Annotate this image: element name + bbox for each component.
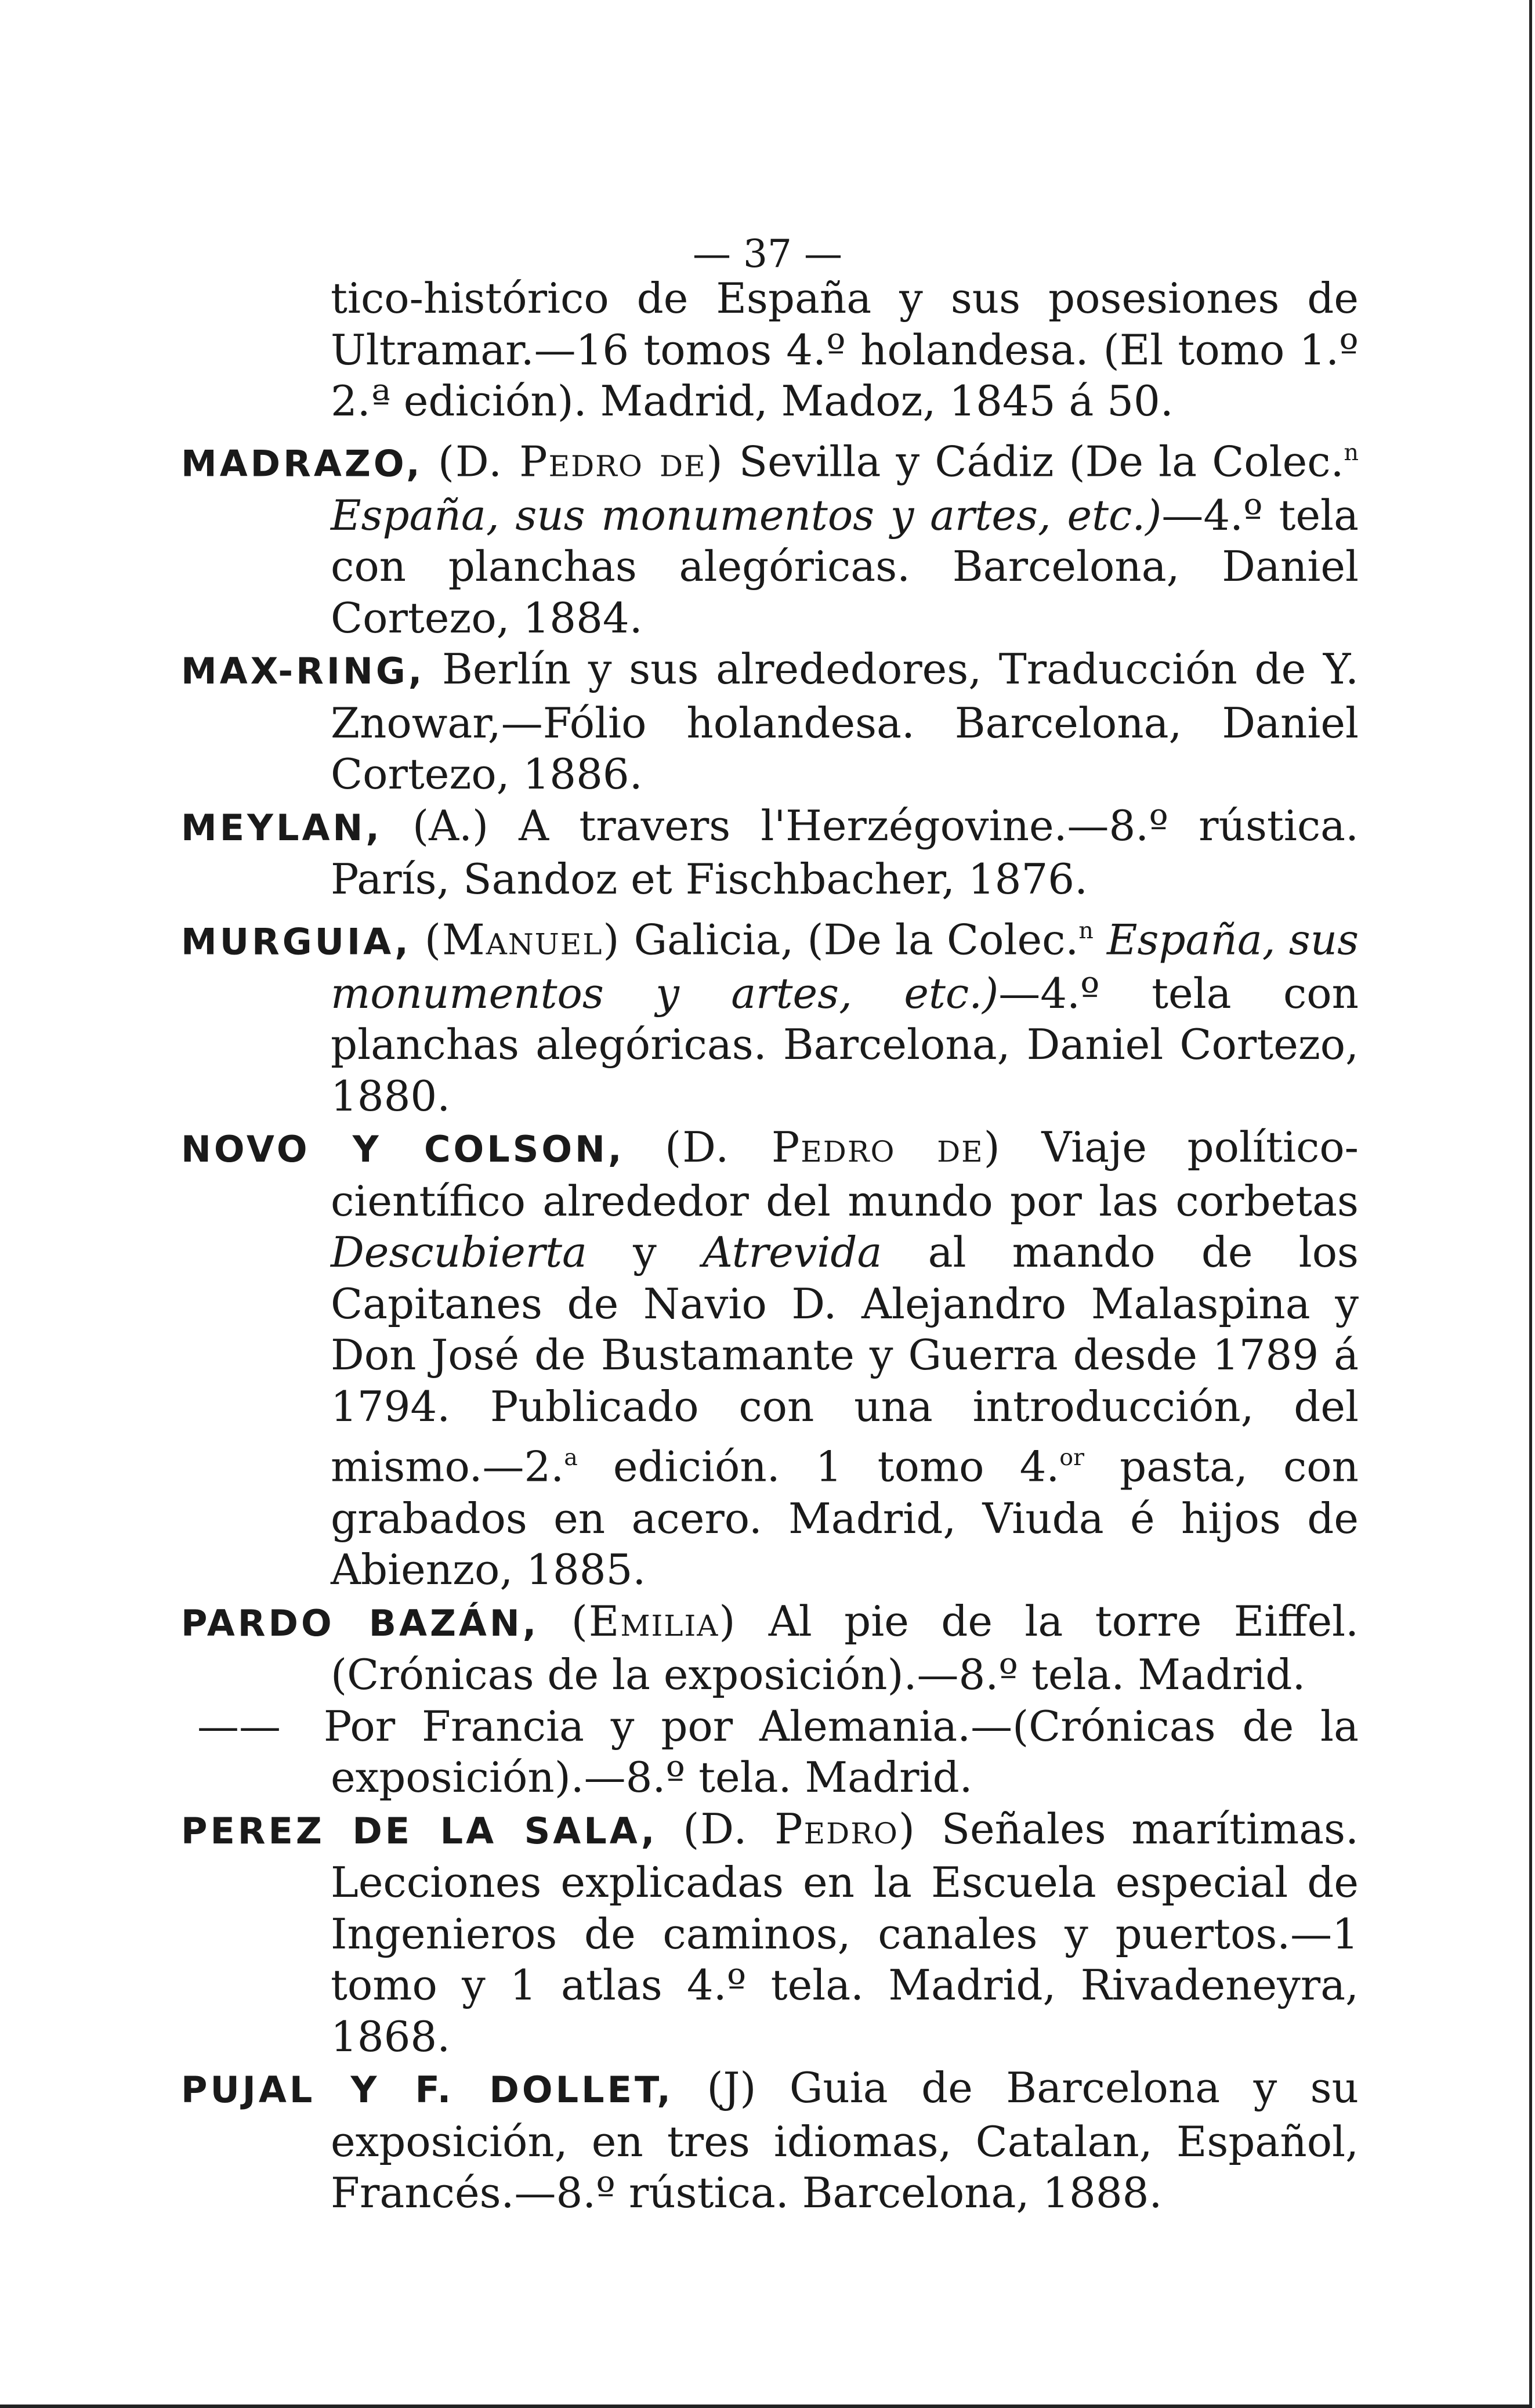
entry-author: (Emilia) <box>571 1596 737 1646</box>
entry-text: Viaje político-científico alrededor del mundo por las corbetas <box>331 1123 1359 1225</box>
entry-heading: NOVO Y COLSON, <box>181 1128 625 1171</box>
entry-pardo-bazan <box>181 1596 1359 1701</box>
entry-text-end: pasta, con grabados en acero. Madrid, Viuda é hijos de Abienzo, 1885. <box>331 1442 1359 1595</box>
entry-heading: PEREZ DE LA SALA, <box>181 1809 658 1852</box>
entry-text: Galicia, (De la Colec. <box>633 915 1079 964</box>
entry-author: (Manuel) <box>424 915 621 964</box>
entry-text: Sevilla y Cádiz (De la Colec. <box>738 437 1344 486</box>
entry-superscript-2: or <box>1059 1444 1085 1471</box>
entry-text-end: —4.º tela con planchas alegóricas. Barcelona, Daniel Cortezo, 1880. <box>331 968 1359 1120</box>
entry-superscript: n <box>1078 917 1094 944</box>
entry-italic-ship-1: Descubierta <box>331 1228 587 1277</box>
entry-text: Por Francia y por Alemania.—(Crónicas de la exposición).—8.º tela. Madrid. <box>323 1701 1359 1802</box>
entry-author: (D. Pedro de) <box>437 437 724 486</box>
entry-perez-de-la-sala <box>181 1803 1359 2063</box>
entry-text: (A.) A travers l'Herzégovine.—8.º rústica. París, Sandoz et Fischbacher, 1876. <box>331 801 1359 904</box>
entry-madrazo <box>181 427 1359 644</box>
entry-text: tico-histórico de España y sus posesiones de Ultramar.—16 tomos 4.º holandesa. (El tomo 1.º 2.ª edición). Madrid, Madoz, 1845 á 50. <box>331 274 1359 425</box>
entry-author: (D. Pedro de) <box>665 1123 1001 1172</box>
entry-dash: —— <box>197 1701 281 1751</box>
entry-author: (D. Pedro) <box>683 1804 916 1853</box>
entry-italic-ship-2: Atrevida <box>702 1228 882 1277</box>
entry-italic-title: España, sus monumentos y artes, etc.) <box>331 915 1359 1018</box>
entry-continuation <box>181 273 1359 427</box>
bibliography-text <box>181 273 1359 2219</box>
entry-meylan <box>181 800 1359 905</box>
entry-max-ring <box>181 643 1359 800</box>
entry-heading: MEYLAN, <box>181 806 382 849</box>
entry-text: Berlín y sus alrededores, Traducción de Y. Znowar,—Fólio holandesa. Barcelona, Daniel Cortezo, 1886. <box>331 645 1359 799</box>
entry-pujal <box>181 2062 1359 2219</box>
entry-superscript: n <box>1344 439 1359 466</box>
entry-heading: MURGUIA, <box>181 920 411 963</box>
entry-heading: PARDO BAZÁN, <box>181 1601 540 1644</box>
entry-text-end: —4.º tela con planchas alegóricas. Barcelona, Daniel Cortezo, 1884. <box>331 490 1359 642</box>
entry-novo-y-colson <box>181 1122 1359 1595</box>
entry-text: (J) Guia de Barcelona y su exposición, en tres idiomas, Catalan, Español, Francés.—8.º rústica. Barcelona, 1888. <box>331 2063 1359 2218</box>
entry-heading: MADRAZO, <box>181 442 423 485</box>
entry-text-2: al mando de los Capitanes de Navio D. Alejandro Malaspina y Don José de Bustamante y Guerra desde 1789 á 1794. Publicado con una introducción, del mismo.—2. <box>331 1228 1359 1492</box>
entry-murguia <box>181 905 1359 1122</box>
entry-text: Al pie de la torre Eiffel. (Crónicas de la exposición).—8.º tela. Madrid. <box>331 1596 1359 1700</box>
entry-text-mid: y <box>633 1228 657 1277</box>
entry-italic-title: España, sus monumentos y artes, etc.) <box>331 490 1162 540</box>
entry-heading: MAX-RING, <box>181 650 425 693</box>
entry-pardo-bazan-2 <box>181 1701 1359 1803</box>
entry-text: Señales marítimas. Lecciones explicadas en la Escuela especial de Ingenieros de caminos, canales y puertos.—1 tomo y 1 atlas 4.º tela. Madrid, Rivadeneyra, 1868. <box>331 1804 1359 2061</box>
entry-superscript-1: a <box>564 1444 578 1471</box>
entry-text-3: edición. 1 tomo 4. <box>613 1442 1060 1492</box>
page-number: — 37 — <box>693 232 842 276</box>
entry-heading: PUJAL Y F. DOLLET, <box>181 2069 674 2111</box>
